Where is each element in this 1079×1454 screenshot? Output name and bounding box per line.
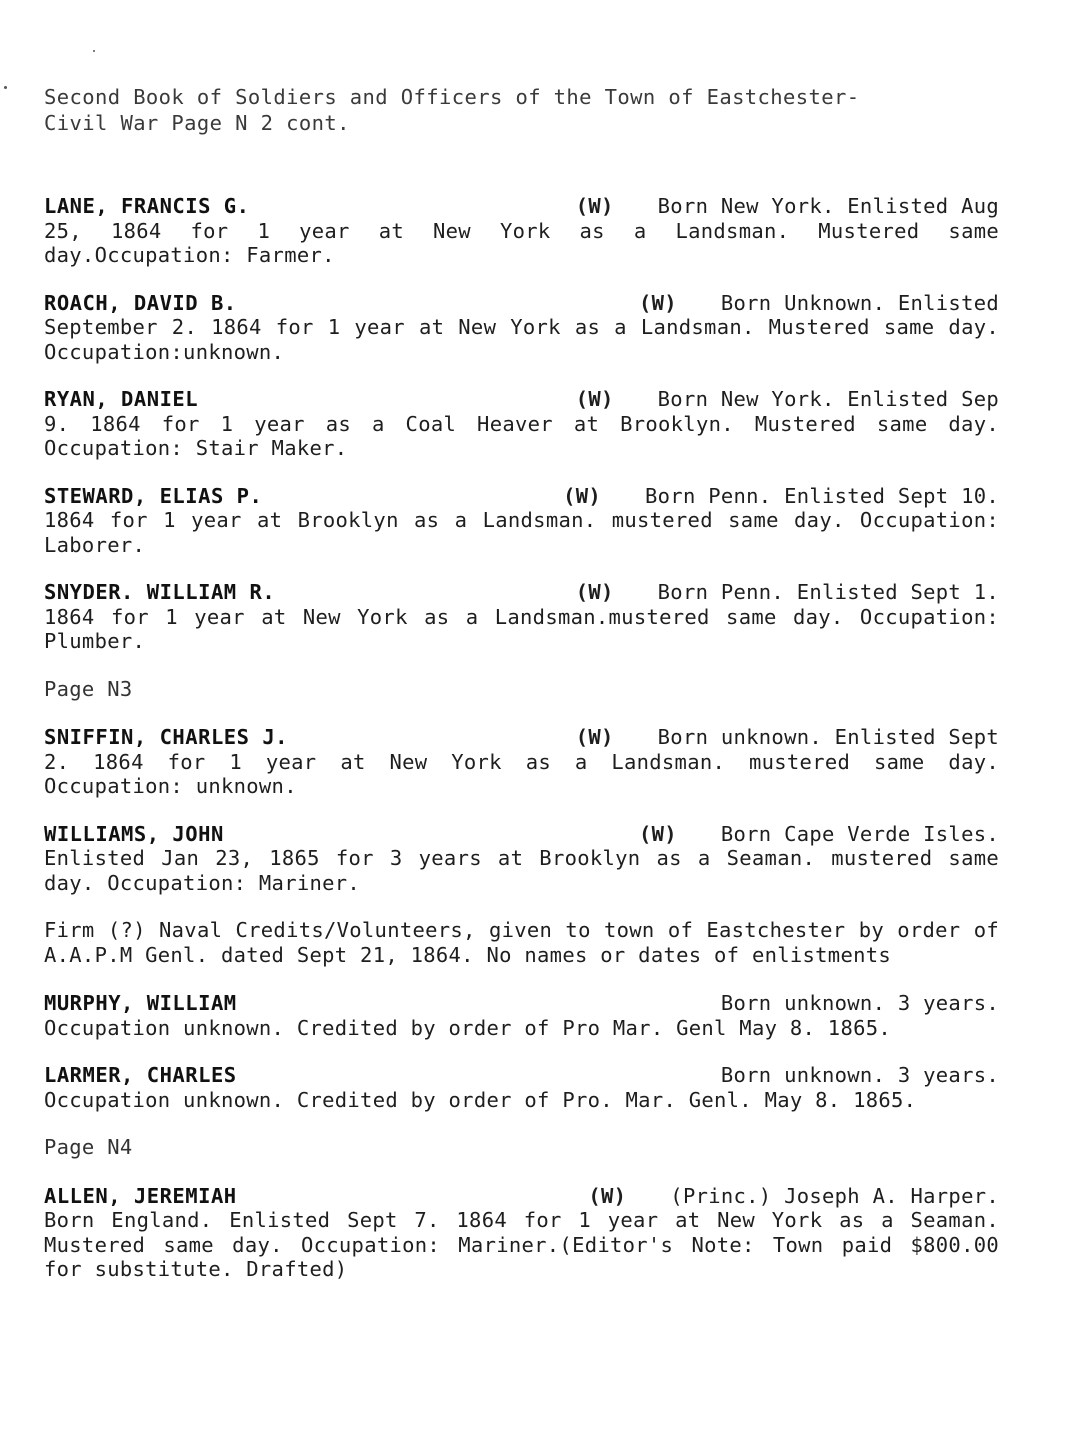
entry-details: 1864 for 1 year at Brooklyn as a Landsman. mustered same day. Occupation: Laborer.	[44, 508, 999, 557]
race-mark: (W)	[638, 821, 677, 846]
race-mark: (W)	[638, 290, 677, 315]
entry-lead: Born New York. Enlisted Sep	[657, 387, 999, 411]
race-mark: (W)	[575, 725, 614, 749]
soldier-entry	[44, 725, 999, 799]
header-title: Second Book of Soldiers and Officers of the Town of Eastchester-	[44, 85, 860, 109]
race-mark: (W)	[575, 387, 614, 411]
entry-details: Occupation unknown. Credited by order of Pro Mar. Genl May 8. 1865.	[44, 1015, 892, 1040]
race-mark: (W)	[575, 194, 614, 218]
page-label-n4: Page N4	[44, 1135, 133, 1159]
soldier-name: LARMER, CHARLES	[44, 1063, 237, 1087]
soldier-name: MURPHY, WILLIAM	[44, 991, 237, 1015]
entry-lead: Born Penn. Enlisted Sept 1.	[657, 580, 999, 604]
soldier-name: WILLIAMS, JOHN	[44, 821, 224, 846]
header-subtitle: Civil War Page N 2 cont.	[44, 111, 350, 135]
soldier-entry	[44, 822, 999, 896]
entry-details: Occupation unknown. Credited by order of Pro. Mar. Genl. May 8. 1865.	[44, 1087, 917, 1112]
soldier-entry	[44, 484, 999, 558]
soldier-entry	[44, 194, 999, 268]
entry-details: 9. 1864 for 1 year as a Coal Heaver at Brooklyn. Mustered same day. Occupation: Stair Maker.	[44, 411, 999, 460]
entry-details: September 2. 1864 for 1 year at New York as a Landsman. Mustered same day. Occupation:unknown.	[44, 315, 999, 364]
soldier-name: SNIFFIN, CHARLES J.	[44, 725, 288, 749]
race-mark: (W)	[588, 1183, 627, 1208]
soldier-name: ROACH, DAVID B.	[44, 290, 237, 315]
document-header	[44, 84, 999, 136]
stray-mark	[4, 86, 7, 89]
soldier-name: ALLEN, JEREMIAH	[44, 1183, 237, 1208]
entry-details: Enlisted Jan 23, 1865 for 3 years at Brooklyn as a Seaman. mustered same day. Occupation: Mariner.	[44, 846, 999, 895]
soldier-entry	[44, 1184, 999, 1282]
entry-lead: Born unknown. 3 years.	[720, 1063, 999, 1087]
race-mark: (W)	[563, 483, 602, 508]
soldier-entry	[44, 580, 999, 654]
entry-details: Born England. Enlisted Sept 7. 1864 for 1 year at New York as a Seaman. Mustered same day. Occupation: Mariner.(Editor's Note: Town paid $800.00 for substitute. Drafted)	[44, 1208, 999, 1281]
entry-lead: Born Cape Verde Isles.	[720, 821, 999, 846]
entry-details: 1864 for 1 year at New York as a Landsman.mustered same day. Occupation: Plumber.	[44, 604, 999, 653]
entry-lead: (Princ.) Joseph A. Harper.	[670, 1183, 999, 1208]
stray-mark	[93, 50, 95, 52]
soldier-name: RYAN, DANIEL	[44, 387, 199, 411]
entry-lead: Born unknown. 3 years.	[720, 991, 999, 1015]
soldier-entry	[44, 291, 999, 365]
entry-details: 25, 1864 for 1 year at New York as a Landsman. Mustered same day.Occupation: Farmer.	[44, 218, 999, 267]
page-label-n3: Page N3	[44, 676, 133, 701]
race-mark: (W)	[575, 580, 614, 604]
document-page	[44, 84, 999, 1305]
entry-lead: Born Penn. Enlisted Sept 10.	[645, 483, 999, 508]
entry-details: 2. 1864 for 1 year at New York as a Landsman. mustered same day. Occupation: unknown.	[44, 749, 999, 798]
soldier-name: STEWARD, ELIAS P.	[44, 483, 263, 508]
soldier-name: SNYDER. WILLIAM R.	[44, 580, 276, 604]
naval-credits-note: Firm (?) Naval Credits/Volunteers, given to town of Eastchester by order of A.A.P.M Genl. dated Sept 21, 1864. No names or dates of enlistments	[44, 918, 999, 967]
soldier-entry	[44, 991, 999, 1040]
soldier-name: LANE, FRANCIS G.	[44, 194, 250, 218]
soldier-entry	[44, 1063, 999, 1112]
entry-lead: Born Unknown. Enlisted	[720, 290, 999, 315]
entry-lead: Born New York. Enlisted Aug	[657, 194, 999, 218]
soldier-entry	[44, 387, 999, 461]
entry-lead: Born unknown. Enlisted Sept	[657, 725, 999, 749]
